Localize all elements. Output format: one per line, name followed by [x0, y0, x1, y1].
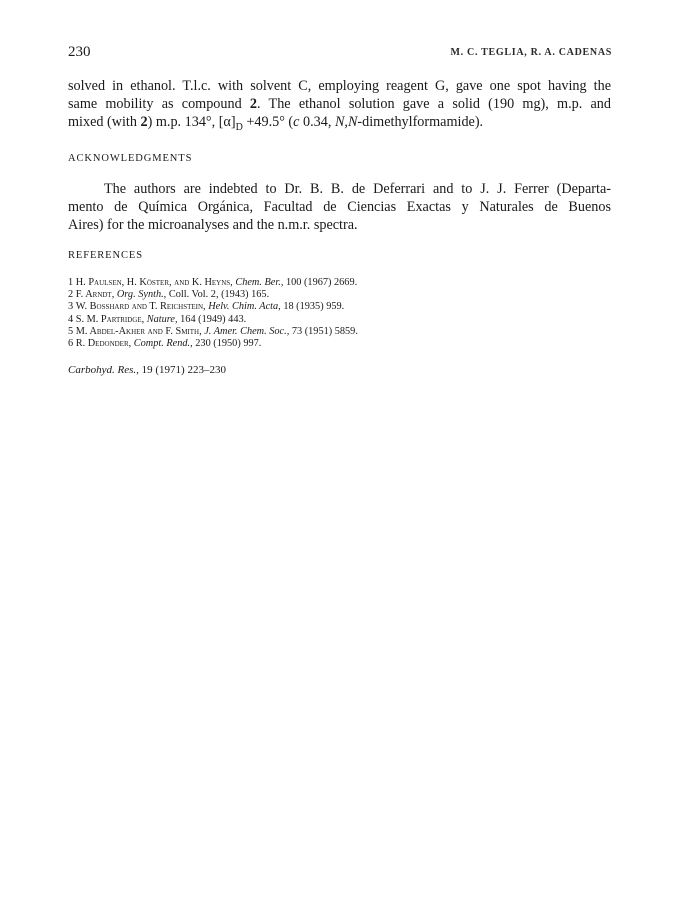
citation-details: 19 (1971) 223–230: [141, 364, 226, 376]
text-run: . The ethanol solution gave a solid (190 mg), m.p. and: [257, 96, 611, 112]
paragraph-experimental-end: [68, 77, 611, 137]
ref-number: 3: [68, 301, 74, 313]
text-run: 0.34,: [299, 114, 335, 130]
running-head: M. C. TEGLIA, R. A. CADENAS: [450, 47, 612, 58]
reference-item: [68, 277, 358, 289]
ref-number: 4: [68, 313, 74, 325]
acknowledgments-paragraph: [68, 180, 611, 234]
ref-details: Coll. Vol. 2, (1943) 165.: [168, 289, 270, 301]
ref-journal: Compt. Rend.,: [133, 338, 193, 350]
italic-run: c: [293, 114, 300, 130]
ref-journal: Chem. Ber.,: [235, 277, 284, 288]
ref-journal: Org. Synth.,: [116, 289, 167, 301]
paragraph-line: [68, 95, 611, 113]
ref-details: 73 (1951) 5859.: [291, 325, 358, 337]
text-run: -dimethylformamide).: [357, 114, 484, 130]
page-number: 230: [68, 44, 91, 60]
reference-item: [68, 314, 358, 326]
references-heading: REFERENCES: [68, 250, 143, 261]
paragraph-line: mento de Química Orgánica, Facultad de Ciencias Exactas y Naturales de Buenos: [68, 199, 611, 215]
ref-authors: H. Paulsen, H. Köster, and K. Heyns,: [75, 277, 233, 288]
ref-number: 5: [68, 325, 74, 337]
text-run: same mobility as compound: [68, 96, 250, 112]
paragraph-line: Aires) for the microanalyses and the n.m.r. spectra.: [68, 217, 358, 233]
ref-number: 6: [68, 338, 74, 350]
paragraph-line: [68, 113, 611, 137]
subscript: D: [235, 121, 243, 133]
ref-journal: Helv. Chim. Acta,: [208, 301, 281, 313]
ref-journal: J. Amer. Chem. Soc.,: [204, 325, 290, 337]
ref-authors: W. Bosshard and T. Reichstein,: [75, 301, 206, 313]
reference-item: [68, 326, 358, 338]
paragraph-line: The authors are indebted to Dr. B. B. de Deferrari and to J. J. Ferrer (Departa-: [104, 181, 611, 197]
ref-authors: M. Abdel-Akher and F. Smith,: [75, 325, 202, 337]
journal-citation: [68, 364, 226, 376]
ref-journal: Nature,: [146, 313, 178, 325]
ref-details: 230 (1950) 997.: [195, 338, 262, 350]
text-run: +49.5° (: [242, 114, 294, 130]
references-list: [68, 277, 358, 350]
italic-run: N,N: [334, 114, 358, 130]
citation-journal: Carbohyd. Res.,: [68, 364, 139, 376]
ref-number: 1: [68, 277, 74, 288]
acknowledgments-heading: ACKNOWLEDGMENTS: [68, 153, 193, 164]
ref-details: 100 (1967) 2669.: [285, 277, 358, 288]
reference-item: [68, 301, 358, 313]
text-run: mixed (with: [68, 114, 141, 130]
ref-authors: S. M. Partridge,: [75, 313, 145, 325]
ref-details: 164 (1949) 443.: [180, 313, 247, 325]
ref-details: 18 (1935) 959.: [283, 301, 345, 313]
compound-number: 2: [249, 96, 257, 112]
reference-item: [68, 289, 358, 301]
paragraph-line: solved in ethanol. T.l.c. with solvent C, employing reagent G, gave one spot having the: [68, 78, 611, 94]
ref-authors: F. Arndt,: [75, 289, 115, 301]
reference-item: [68, 338, 358, 350]
text-run: ) m.p. 134°, [α]: [147, 114, 236, 130]
ref-number: 2: [68, 289, 74, 301]
compound-number: 2: [140, 114, 148, 130]
ref-authors: R. Dedonder,: [75, 338, 132, 350]
